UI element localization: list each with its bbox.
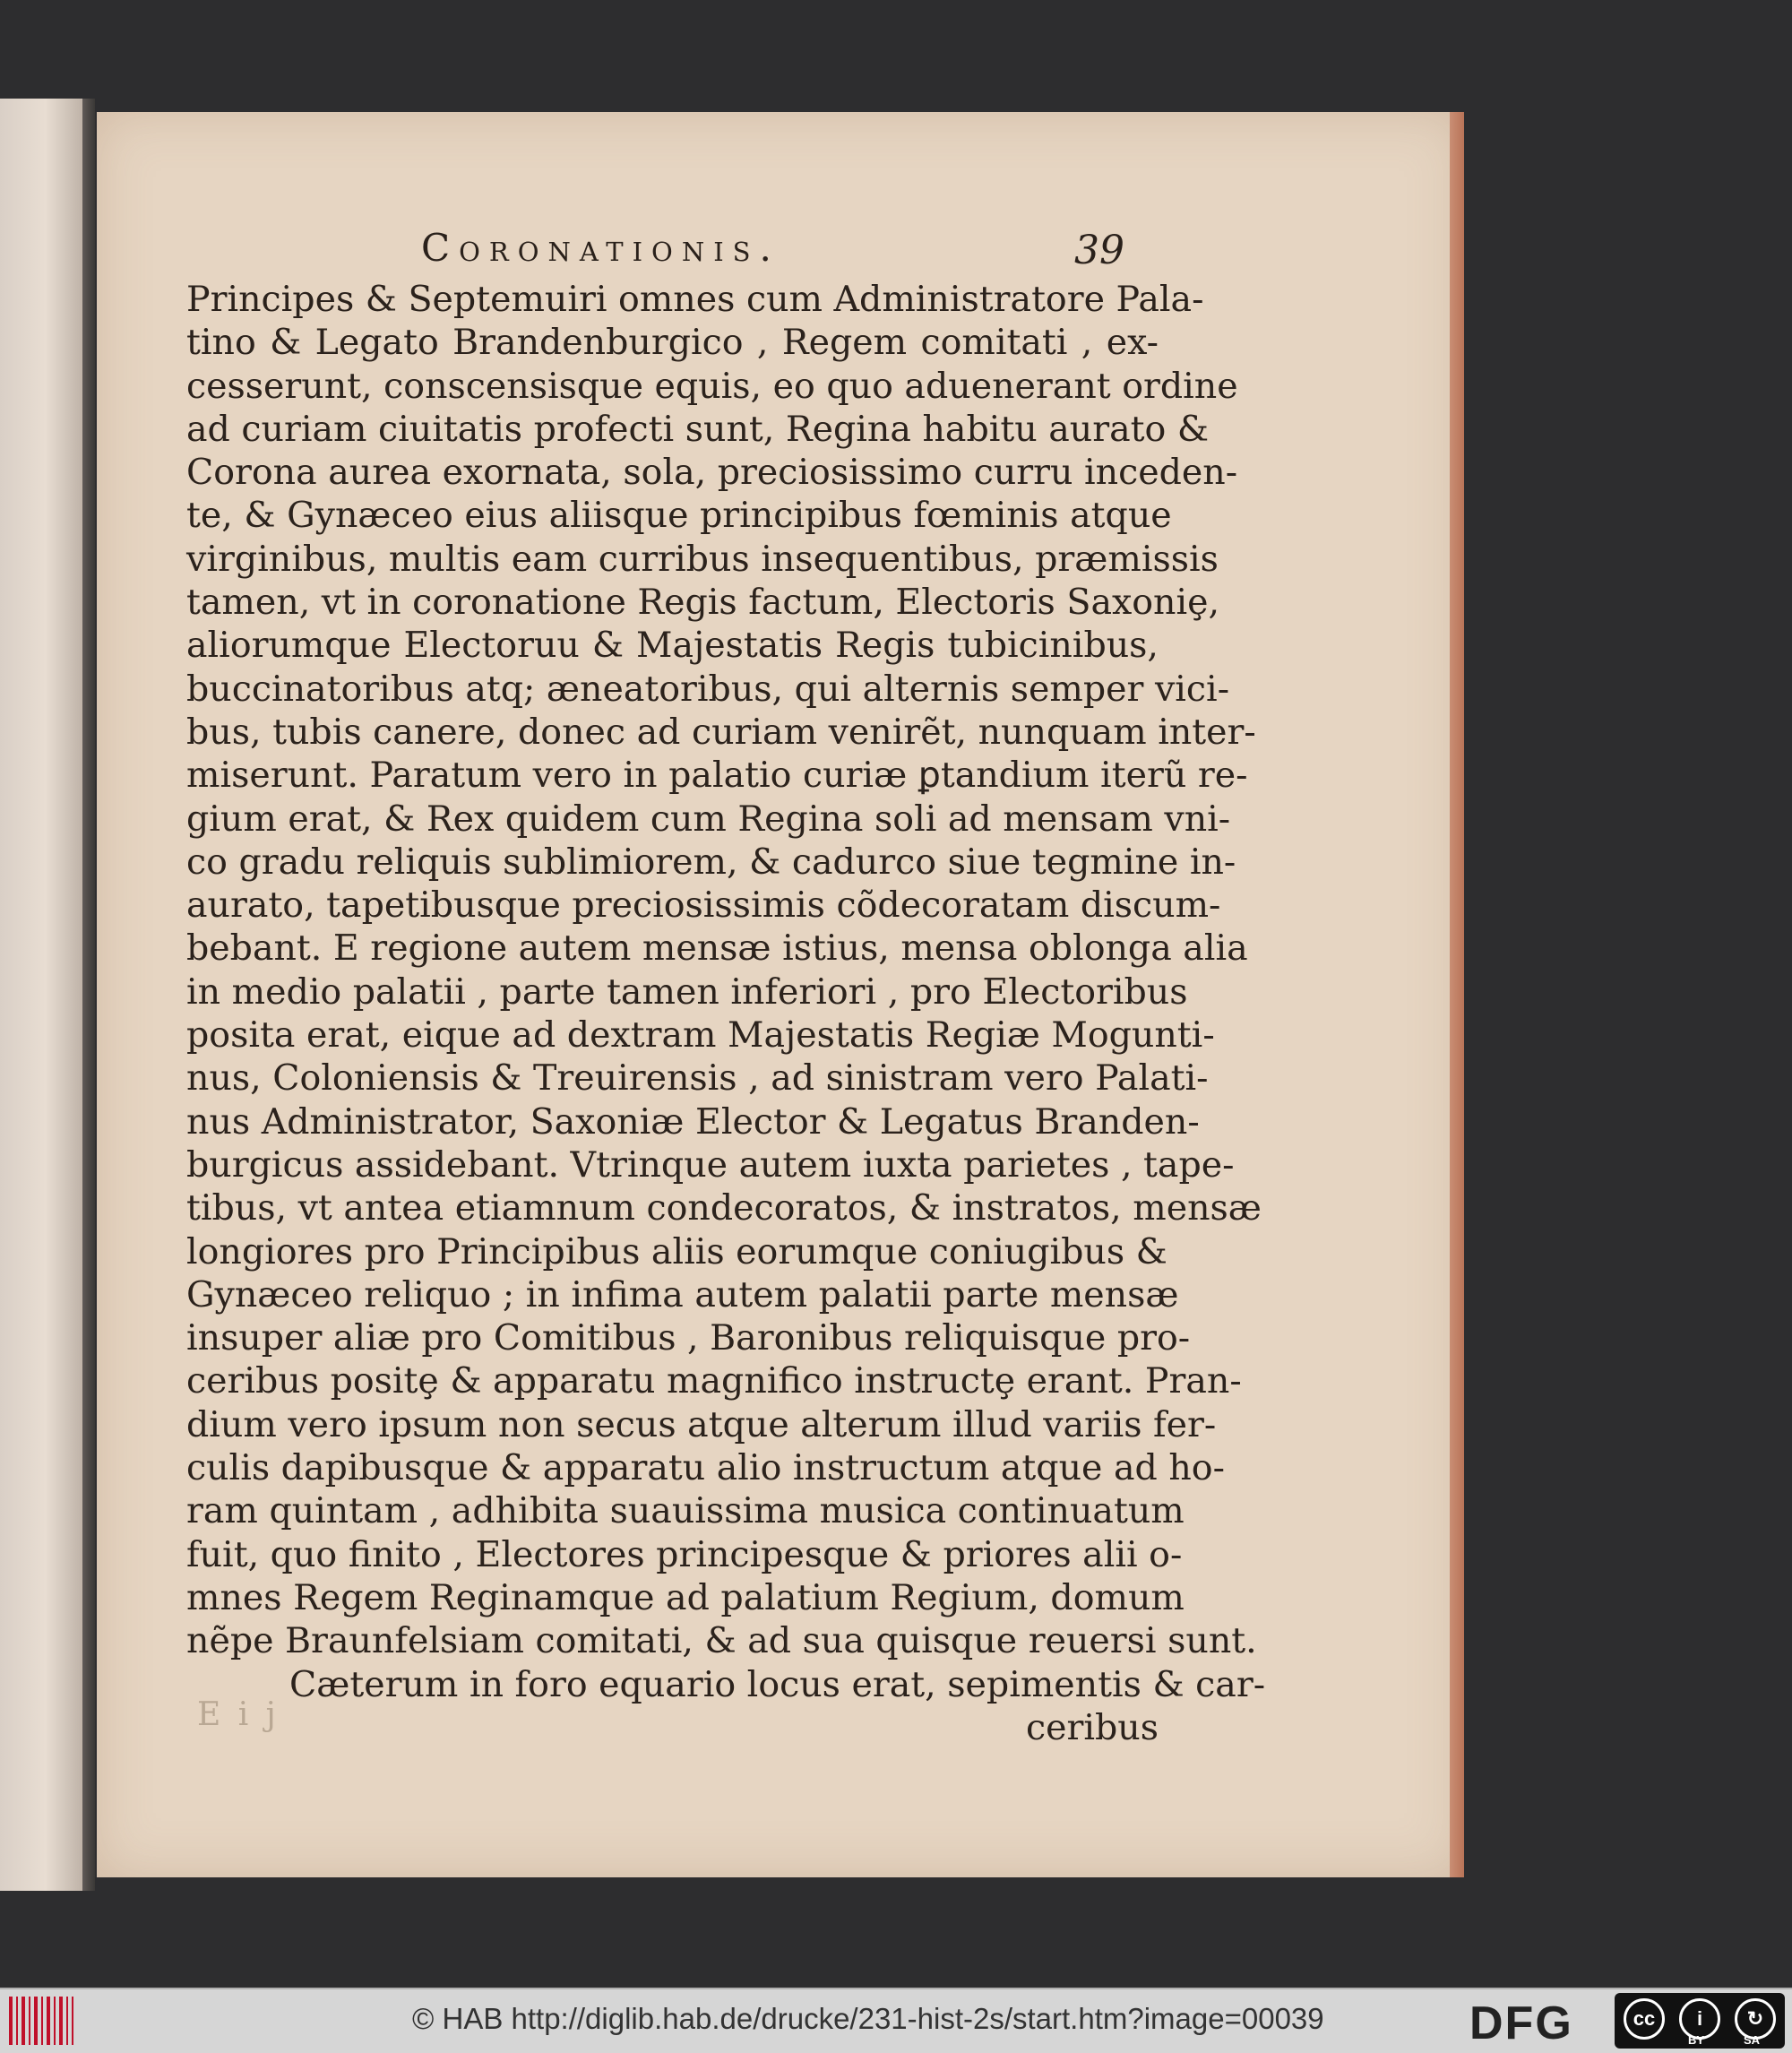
barcode-icon <box>9 1997 73 2045</box>
text-line: Cæterum in foro equario locus erat, sepimentis & car- <box>289 1663 1266 1705</box>
text-line: miserunt. Paratum vero in palatio curiæ ꝑtandium iterũ re- <box>186 755 1248 797</box>
text-line: fuit, quo finito , Electores principesque & priores alii o- <box>186 1533 1183 1575</box>
credit-link[interactable]: © HAB http://diglib.hab.de/drucke/231-hist-2s/start.htm?image=00039 <box>412 2002 1324 2035</box>
text-line: cesserunt, conscensisque equis, eo quo aduenerant ordine <box>186 365 1238 407</box>
text-line: Corona aurea exornata, sola, preciosissimo curru inceden- <box>186 452 1238 494</box>
text-line: culis dapibusque & apparatu alio instructum atque ad ho- <box>186 1447 1225 1489</box>
viewer-footer <box>0 1988 1792 2053</box>
text-line: tibus, vt antea etiamnum condecoratos, & instratos, mensæ <box>186 1187 1262 1229</box>
page-number: 39 <box>1074 228 1124 273</box>
text-line: bus, tubis canere, donec ad curiam venirẽt, nunquam inter- <box>186 711 1256 753</box>
cc-license-badge[interactable] <box>1615 1993 1785 2049</box>
text-line: bebant. E regione autem mensæ istius, mensa oblonga alia <box>186 927 1248 970</box>
text-line: virginibus, multis eam curribus insequentibus, præmissis <box>186 538 1219 580</box>
text-line: ram quintam , adhibita suauissima musica continuatum <box>186 1490 1185 1532</box>
text-line: in medio palatii , parte tamen inferiori , pro Electoribus <box>186 970 1188 1013</box>
page-fore-edge <box>1450 112 1464 1877</box>
text-line: ceribus positȩ & apparatu magnifico instructȩ erant. Pran- <box>186 1360 1242 1402</box>
text-line: aurato, tapetibusque preciosissimis cõdecoratam discum- <box>186 884 1221 927</box>
text-line: nus Administrator, Saxoniæ Elector & Legatus Branden- <box>186 1100 1200 1143</box>
book-gutter <box>82 99 95 1891</box>
cc-icon: cc <box>1624 1998 1665 2040</box>
text-line: Gynæceo reliquo ; in infima autem palatii parte mensæ <box>186 1273 1179 1315</box>
text-line: aliorumque Electoruu & Majestatis Regis tubicinibus, <box>186 625 1159 667</box>
text-line: nus, Coloniensis & Treuirensis , ad sinistram vero Palati- <box>186 1057 1209 1100</box>
text-line: burgicus assidebant. Vtrinque autem iuxta parietes , tape- <box>186 1143 1235 1186</box>
body-text <box>186 278 1266 1749</box>
facing-page-edge <box>0 99 86 1891</box>
text-line: posita erat, eique ad dextram Majestatis Regiæ Mogunti- <box>186 1014 1215 1057</box>
text-line: buccinatoribus atq; æneatoribus, qui alternis semper vici- <box>186 668 1230 710</box>
text-line: co gradu reliquis sublimiorem, & cadurco siue tegmine in- <box>186 841 1236 883</box>
catchword: ceribus <box>1025 1706 1159 1748</box>
text-line: Principes & Septemuiri omnes cum Administratore Pala- <box>186 279 1204 320</box>
text-line: tamen, vt in coronatione Regis factum, Electoris Saxoniȩ, <box>186 582 1220 624</box>
signature-mark: E i j <box>197 1696 280 1733</box>
text-line: insuper aliæ pro Comitibus , Baronibus reliquisque pro- <box>186 1317 1191 1359</box>
text-line: dium vero ipsum non secus atque alterum illud variis fer- <box>186 1403 1217 1445</box>
dfg-logo: DFG <box>1469 1997 1573 2049</box>
text-line: gium erat, & Rex quidem cum Regina soli ad mensam vni- <box>186 798 1231 840</box>
text-line: tino & Legato Brandenburgico , Regem comitati , ex- <box>186 322 1159 364</box>
sa-label: SA <box>1744 2033 1761 2047</box>
text-line: ad curiam ciuitatis profecti sunt, Regina habitu aurato & <box>186 408 1210 450</box>
text-line: mnes Regem Reginamque ad palatium Regium, domum <box>186 1576 1185 1618</box>
running-head: Coronationis. <box>421 226 780 270</box>
text-line: nẽpe Braunfelsiam comitati, & ad sua quisque reuersi sunt. <box>186 1620 1257 1662</box>
by-icon: i <box>1679 1998 1720 2040</box>
text-line: te, & Gynæceo eius aliisque principibus fœminis atque <box>186 495 1172 537</box>
text-line: longiores pro Principibus aliis eorumque coniugibus & <box>186 1230 1167 1272</box>
by-label: BY <box>1688 2033 1705 2047</box>
sa-icon: ↻ <box>1735 1998 1776 2040</box>
